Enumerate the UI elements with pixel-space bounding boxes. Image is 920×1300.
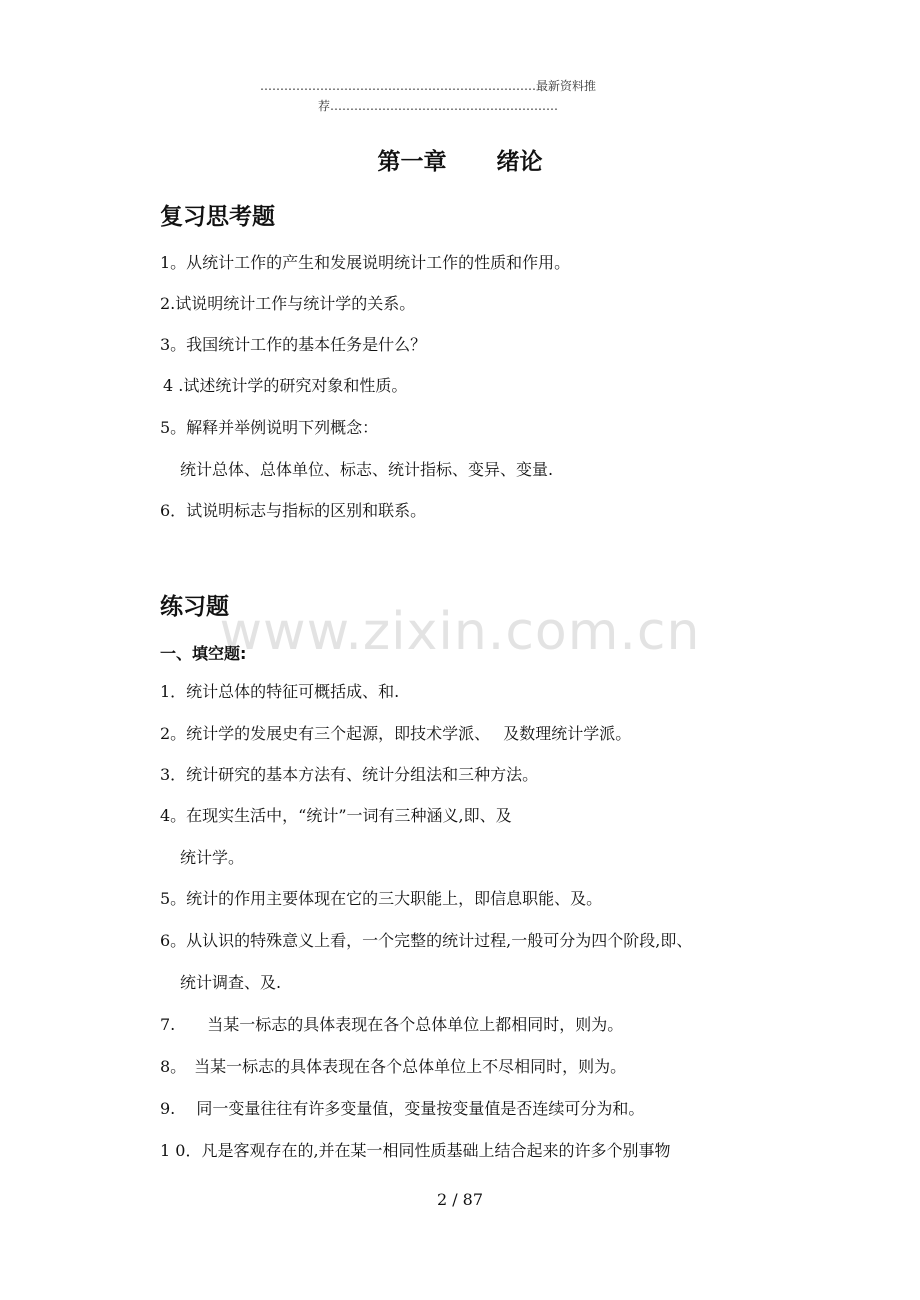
practice-item: 4。在现实生活中，“统计”一词有三种涵义,即、及 — [160, 806, 512, 825]
review-item: 5。解释并举例说明下列概念： — [160, 418, 379, 437]
practice-section-title: 练习题 — [160, 594, 229, 620]
practice-item-continuation: 统计学。 — [180, 848, 245, 867]
practice-item: 3．统计研究的基本方法有、统计分组法和三种方法。 — [160, 765, 539, 784]
practice-item-continuation: 统计调查、及. — [180, 973, 282, 992]
review-item: 4 .试述统计学的研究对象和性质。 — [163, 376, 408, 395]
chapter-title — [0, 143, 920, 176]
practice-item: 1．统计总体的特征可概括成、和. — [160, 682, 400, 701]
review-item: 6．试说明标志与指标的区别和联系。 — [160, 501, 427, 520]
review-item: 2.试说明统计工作与统计学的关系。 — [160, 294, 416, 313]
practice-item: 1 0．凡是客观存在的,并在某一相同性质基础上结合起来的许多个别事物 — [160, 1141, 671, 1160]
chapter-number: 第一章 — [377, 149, 447, 175]
practice-item: 7. 当某一标志的具体表现在各个总体单位上都相同时，则为。 — [160, 1015, 624, 1034]
review-section-title: 复习思考题 — [160, 204, 275, 230]
practice-item: 8。 当某一标志的具体表现在各个总体单位上不尽相同时，则为。 — [160, 1057, 627, 1076]
header-line-1: ……………………………………………………………最新资料推 — [260, 79, 597, 93]
watermark: www.zixin.com.cn — [219, 602, 701, 662]
practice-item: 5。统计的作用主要体现在它的三大职能上，即信息职能、及。 — [160, 889, 603, 908]
page-number: 2 / 87 — [436, 1190, 484, 1209]
practice-item: 2。统计学的发展史有三个起源，即技术学派、 及数理统计学派。 — [160, 724, 632, 743]
review-item: 1。从统计工作的产生和发展说明统计工作的性质和作用。 — [160, 253, 571, 272]
header-line-2: 荐………………………………………………… — [318, 99, 559, 113]
chapter-name: 绪论 — [496, 149, 543, 175]
practice-item: 6。从认识的特殊意义上看，一个完整的统计过程,一般可分为四个阶段,即、 — [160, 931, 693, 950]
review-item-continuation: 统计总体、总体单位、标志、统计指标、变异、变量. — [180, 460, 554, 479]
fill-blank-subtitle: 一、填空题: — [160, 644, 247, 663]
review-item: 3。我国统计工作的基本任务是什么？ — [160, 335, 427, 354]
practice-item: 9. 同一变量往往有许多变量值，变量按变量值是否连续可分为和。 — [160, 1099, 645, 1118]
